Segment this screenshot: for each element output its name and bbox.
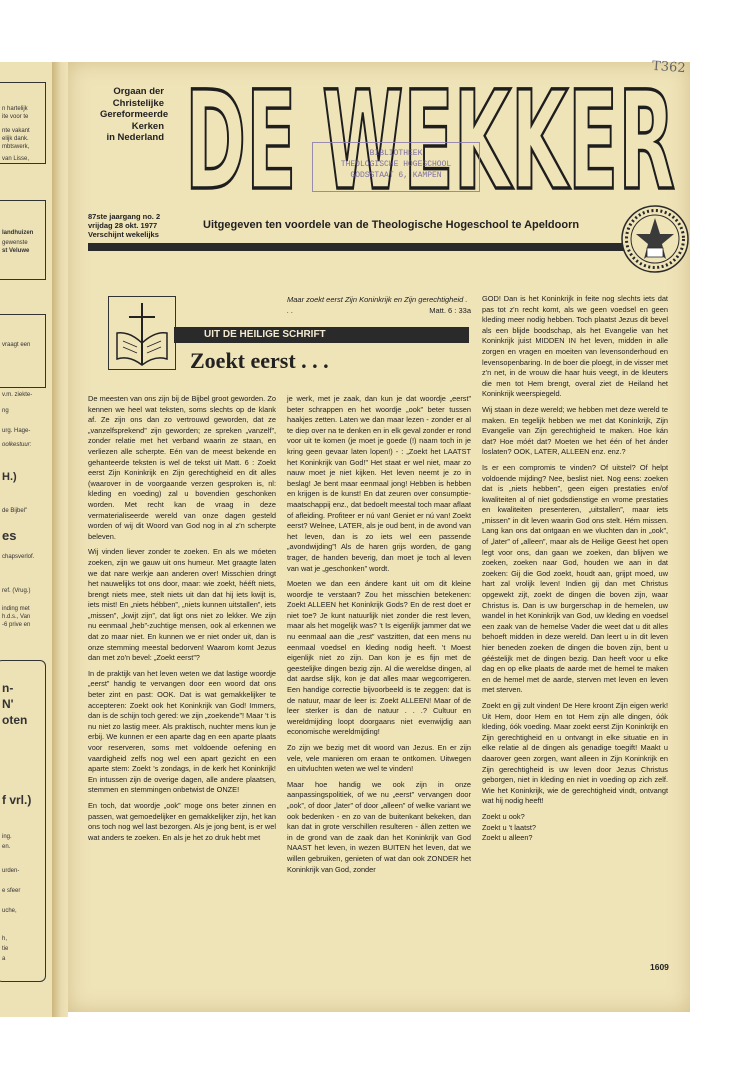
handwritten-note: T362 bbox=[651, 58, 686, 77]
strip-text: vraagt een bbox=[2, 342, 31, 348]
paragraph: GOD! Dan is het Koninkrijk in feite nog slechts iets dat pas tot z'n recht komt, als we geen voedsel en geen kleding meer nodig hebben. Toch plaatst Jezus dit bevel als een blijde boodschap, als het Evangelie van het Koninkrijk juist MIDDEN IN het leven, midden in alle zorgen en vragen en moeiten van levensonderhoud en levensopenbaring. In de boer die ploegt, in de visser met z'n net, in de vrouw die haar huis veegt, in de kleuters die men tot Hem brengt, overal ziet de Heiland het Koninkrijk weerspiegeld. bbox=[482, 294, 668, 399]
strip-text: e sfeer bbox=[2, 888, 21, 894]
strip-text: nte vakant bbox=[2, 128, 30, 134]
article-column-2 bbox=[287, 394, 471, 880]
section-header: UIT DE HEILIGE SCHRIFT bbox=[174, 327, 469, 343]
seal-emblem-icon bbox=[620, 204, 690, 274]
issue-info bbox=[88, 212, 160, 239]
strip-text: st Veluwe bbox=[2, 248, 30, 254]
strip-text: mbtswerk, bbox=[2, 144, 30, 150]
paragraph: In de praktijk van het leven weten we dat lastige woordje „eerst” handig te vervangen door een woord dat ons beter zint en past: OOK. Dat is wat gemakkelijker te accepteren: Zoekt ook het Koninkrijk van God! Immers, dan is de schijn toch gered: we zijn „zoekende”! Maar 't is nu niet zo lastig meer. Als praktisch, nuchter mens kun je erbij. We kunnen er een aparte dag en een aparte plaats voor reserveren, soms met voldoende oefening en vaardigheid zelfs nog wel een apart gezicht en een aparte stem: Zoekt 's zondags, in de kerk het Koninkrijk! En intussen zijn de overige dagen, alle andere plaatsen, stemmen en stemmingen onbetwist de ONZE! bbox=[88, 668, 276, 795]
article-column-1 bbox=[88, 394, 276, 848]
strip-text: f vrl.) bbox=[2, 793, 32, 807]
strip-text: -6 prive en bbox=[2, 622, 31, 628]
strip-text: inding met bbox=[2, 606, 30, 612]
org-line: Kerken bbox=[131, 120, 164, 132]
paragraph: En toch, dat woordje „ook” moge ons beter zinnen en passen, wat gemoedelijker en gemakkelijker zijn, het kan ons toch nog wel last bezorgen. Als je jong bent, is er wel wat anders te zoeken. En als je het zo druk hebt met bbox=[88, 800, 276, 842]
paragraph: Wij staan in deze wereld; we hebben met deze wereld te maken. En tegelijk hebben we met dat Koninkrijk, Zijn Evangelie van Zijn gerechtigheid te maken. Hoe kán dat? Hoe móét dat? Moeten we het één of het ánder loslaten? OOK, LATER, ALLEEN enz. enz.? bbox=[482, 404, 668, 457]
strip-text: urg. Hage- bbox=[2, 428, 31, 434]
org-line: Gereformeerde bbox=[100, 109, 169, 120]
strip-text: ing. bbox=[2, 834, 12, 840]
library-stamp bbox=[312, 142, 480, 192]
stamp-line: GODSSTAAT 6, KAMPEN bbox=[350, 171, 442, 180]
strip-text: tie bbox=[2, 946, 9, 952]
closing-question: Zoekt u ook? bbox=[482, 811, 525, 821]
paragraph: Zo zijn we bezig met dit woord van Jezus. En er zijn vele, vele manieren om eraan te ontkomen. Uitwegen en uitvluchten weten we wel te vinden! bbox=[287, 743, 471, 774]
verse-reference: Matt. 6 : 33a bbox=[429, 306, 471, 315]
article-column-3 bbox=[482, 294, 668, 844]
issue-date: vrijdag 28 okt. 1977 bbox=[88, 221, 158, 230]
strip-text: h, bbox=[2, 936, 8, 942]
paragraph: je werk, met je zaak, dan kun je dat woordje „eerst” beter schrappen en het woordje „ook” beter tussen haakjes zetten. Laten we dan maar lezen - zonder er al te diep over na te denken en in elk geval zonder er rond voor uit te komen (je moet je goede (!) naam toch in je kring geen gevaar laten lopen!) - : „Zoekt het LAATST het Koninkrijk van God!” Het staat er wel niet, maar zo nauw moet je niet kijken. Het leven neemt je zo in beslag! Je bent maar eenmaal jong! Hebben is hebben en krijgen is de kunst! En dat zeuren over consumptie-maatschappij enz., dat bedoelt meestal toch maar aflaat of afleiding. Profiteer er nú van! Geniet er nú van! Zoekt eerst? Welnee, LATER, als je oud bent, in de avond van het leven, dan is zo iets wel een passende „avondwijding”! Als de haren grijs worden, de gang trager, de handen beverig, dan moet je toch al leven van wat je „geschonken” wordt. bbox=[287, 394, 471, 573]
page-binding bbox=[52, 62, 68, 1017]
org-line: in Nederland bbox=[106, 132, 164, 143]
strip-text: v.m. ziekte- bbox=[2, 392, 33, 398]
strip-text: a bbox=[2, 956, 6, 962]
issue-volume: 87ste jaargang no. 2 bbox=[88, 212, 161, 221]
strip-text: gewenste bbox=[2, 240, 28, 246]
strip-text: landhuizen bbox=[2, 230, 34, 236]
adjacent-page-strip bbox=[0, 62, 54, 1017]
org-line: Orgaan der bbox=[113, 86, 164, 97]
paragraph: Is er een compromis te vinden? Of uitstel? Of helpt voldoende mijding? Nee, beslist niet. Nog eens: zoeken dat is „niets hebben”, geen eigen prestaties en/of kwaliteiten al of niet godsdienstige en vrome prestaties en kwaliteiten presenteren, „uitstallen”, maar iets „missen” in dit leven waarin God ons stelt. Hém missen. Lang kan ons dat ontgaan en we vluchten dan in „ook”, of „later” of „alleen”, maar als de Heilige Geest het open legt voor ons, dan gaan we zoeken, dan blijven we zoeken, zoeken naar God, houden we aan in dat zoeken: Gij die God zoekt, houdt aan, grijpt moed, uw hart zal vrolijk leven! Indien gij dan met Christus opgewekt zijt, zoekt de dingen die boven zijn, waar Christus is. Dan is uw burgerschap in de hemelen, uw wandel in het Koninkrijk van God, uw kleding en voedsel een zaak van de hemelse Vader die weet dat u dit alles behoeft midden in deze wereld. Dan leert u in dit leven hier beneden zoeken de dingen die boven zijn, bent u gééstelijk met de dingen bezig. Dan heeft voor u elke dag en op elke plaats de aarde met de hemel te maken en de hemel met de aarde, sterven met leven en leven met sterven. bbox=[482, 462, 668, 695]
closing-question: Zoekt u alleen? bbox=[482, 833, 533, 843]
strip-text: elijk dank. bbox=[2, 136, 29, 142]
strip-text: van Lisse, bbox=[2, 156, 30, 162]
org-line: Christelijke bbox=[112, 97, 164, 109]
stamp-line: THEOLOGISCHE HOGESCHOOL bbox=[340, 160, 452, 169]
publisher-tagline: Uitgegeven ten voordele van de Theologische Hogeschool te Apeldoorn bbox=[203, 219, 580, 231]
page-number: 1609 bbox=[650, 962, 669, 972]
closing-question: Zoekt u 't laatst? bbox=[482, 822, 536, 832]
masthead-text: DE WEKKER bbox=[185, 70, 675, 198]
scripture-verse bbox=[287, 294, 471, 316]
article-title: Zoekt eerst . . . bbox=[190, 348, 329, 373]
verse-text: Maar zoekt eerst Zijn Koninkrijk en Zijn gerechtigheid . . . bbox=[287, 295, 468, 315]
strip-text: H.) bbox=[2, 471, 17, 483]
adjacent-box-3 bbox=[0, 314, 46, 388]
strip-text: ng bbox=[2, 408, 9, 414]
strip-text: oolkestuur: bbox=[2, 442, 32, 448]
strip-text: chapsverlof. bbox=[2, 554, 35, 560]
strip-text: ite voor te bbox=[2, 114, 29, 120]
strip-text: n hartelijk bbox=[2, 106, 28, 112]
strip-text: urden- bbox=[2, 868, 20, 874]
strip-text: en. bbox=[2, 844, 11, 850]
organization-label bbox=[100, 86, 169, 144]
strip-text: oten bbox=[2, 713, 28, 727]
header-rule bbox=[88, 243, 660, 251]
strip-text: es bbox=[2, 528, 17, 543]
paragraph: De meesten van ons zijn bij de Bijbel groot geworden. Zo kennen we heel wat teksten, soms slechts op de klank af. Ze zijn ons dan zo vertrouwd geworden, dat ze „vanzelfsprekend” zijn geworden; ze spreken „vanzelf”, zonder relatie met het verband waarin ze staan, en verliezen alle scherpte. Eén van de meest bekende en gehanteerde teksten is wel de tekst uit Matt. 6 : Zoekt eerst Zijn Koninkrijk en Zijn gerechtigheid en dit alles (waarover in de voorgaande verzen gesproken is, nl: kleding en voeding) zal u bovendien geschonken worden. Met recht kan de vraag in deze vermaterialiseerde wereld van onze dagen gesteld worden of wij dit Woord van God nog in al z'n scherpte beleven. bbox=[88, 394, 276, 541]
stamp-line: BIBLIOTHEEK bbox=[369, 149, 423, 158]
strip-text: n- bbox=[2, 681, 14, 695]
cross-book-illustration bbox=[108, 296, 176, 370]
strip-text: ref. (Vrug.) bbox=[2, 588, 31, 594]
strip-text: N' bbox=[2, 697, 14, 711]
strip-text: uche, bbox=[2, 908, 17, 914]
paragraph: Zoekt en gij zult vinden! De Here kroont Zijn eigen werk! Uit Hem, door Hem en tot Hem zijn alle dingen, óók kleding, óók voeding. Maar zoekt eerst Zijn Koninkrijk en Zijn gerechtigheid en u ontvangt in elke situatie en in elke relatie al de dingen als genadige toegift! Maakt u daarover geen zorgen, want alleen in Zijn Koninkrijk en Zijn gerechtigheid is uw leven door Jezus Christus geborgen, niet in kleding en niet in voeding op zich zelf. Wie het Koninkrijk, wie de gerechtigheid vindt, ontvangt wat hij nodig heeft! bbox=[482, 700, 668, 806]
paragraph: Maar hoe handig we ook zijn in onze aanpassingspolitiek, of we nu „eerst” vervangen door „ook”, of door „later” of door „alleen” of welke variant we ook bedenken - en zo van de buitenkant bekeken, dan kan dat in grote verschillen resulteren - állen zetten we in de grond van de zaak dan het Koninkrijk van God NAAST het leven, in wezen BUITEN het leven, dat we willen gebruiken, genieten of wat dan ook ZONDER het Koninkrijk van God, zonder bbox=[287, 779, 471, 874]
issue-frequency: Verschijnt wekelijks bbox=[88, 230, 159, 239]
paragraph: Wij vinden liever zonder te zoeken. En als we móeten zoeken, zijn we gauw uit ons humeur. Met graagte laten we dat nare werkje aan anderen over! Misschien dringt het nauwelijks tot ons door, maar: wie zoekt, hééft niets, brengt niets mee, stelt niets uit dan dat hij iets kwijt is, iets mist! En „niets hébben”, „niets kunnen uitstallen”, iets „missen”, „kwijt zijn”, dat ligt ons niet zo lekker. We zijn nu eenmaal „heb”-zuchtige mensen, ook al erkennen we dat zo maar niet. En kunnen we er niet onder uit, dan is onze stemming meestal bedorven! Waarom komt Jezus dan met zo'n bevel: „Zoekt eerst”? bbox=[88, 547, 276, 663]
strip-text: de Bijbel" bbox=[2, 508, 28, 514]
cross-book-icon bbox=[109, 297, 175, 369]
adjacent-box-1 bbox=[0, 82, 46, 164]
paragraph: Moeten we dan een ándere kant uit om dit kleine woordje te verstaan? Zou het misschien betekenen: Zoekt ALLEEN het Koninkrijk Gods? En de rest doet er niet toe? Je kunt natuurlijk niet zonder die rest leven, maar als het mogelijk was? 't Is eigenlijk jammer dat we nu eenmaal aan die „rest” vastzitten, dat een mens nu eenmaal voedsel en kleding nodig heeft. 't Moest eigenlijk niet zo zijn. Dan kon je es fijn met de geestelijke dingen bezig zijn. Al die wereldse dingen, al dat aardse slijk, kon je dat alles maar wegcorrigeren. Een handige correctie bijvoorbeeld is te zeggen: dat is de natuur, maar de leer is: Zoekt ALLEEN! Maar of de leer sterker is dan de natuur . . .? Cultuur en wereldmijding loopt doorgaans niet evenwijdig aan economische wereldmijding! bbox=[287, 579, 471, 737]
strip-text: h.d.s., Van bbox=[2, 614, 31, 620]
